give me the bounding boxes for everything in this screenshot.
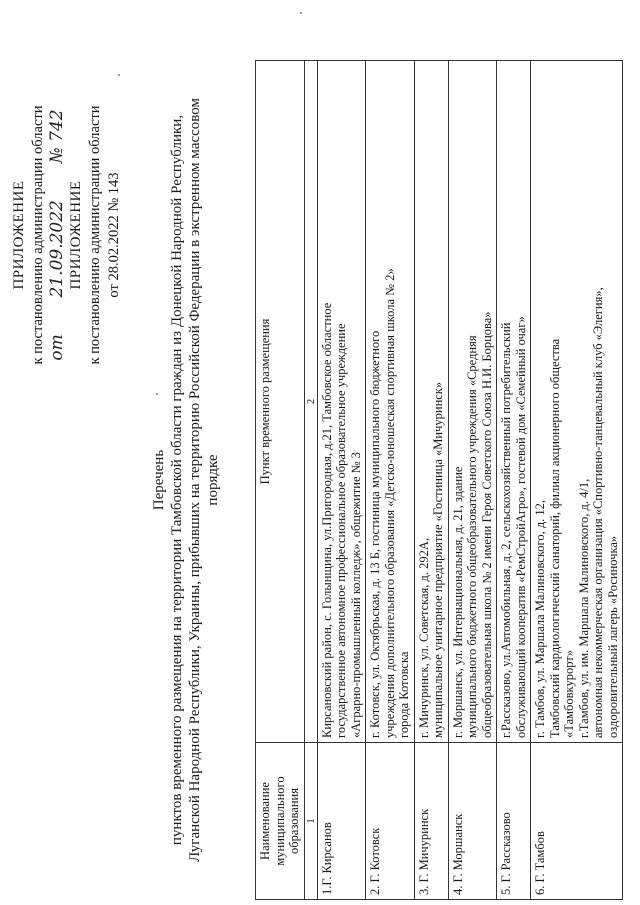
placement-line: г.Тамбов, ул. им. Маршала Малиновского, д. 4/1, bbox=[576, 478, 591, 738]
column-number-1: 1 bbox=[304, 743, 317, 900]
column-number-2: 2 bbox=[304, 61, 317, 743]
header-placement-point: Пункт временного размещения bbox=[256, 61, 305, 743]
handwritten-date: 21.09.2022 bbox=[47, 200, 67, 298]
table-row bbox=[497, 61, 531, 900]
placement-cell bbox=[531, 61, 623, 743]
placement-line: «Тамбовкурорт» bbox=[562, 650, 576, 738]
table-row bbox=[366, 61, 415, 900]
placement-line: г.Рассказово, ул.Автомобильная, д. 2, сельскохозяйственный потребительский bbox=[499, 322, 513, 738]
placement-line: оздоровительный лагерь «Росиночка» bbox=[605, 535, 620, 738]
handwritten-date-line bbox=[48, 40, 67, 430]
placement-line: города Котовска bbox=[397, 651, 411, 738]
appendix-decree-line-2: к постановлению администрации области bbox=[87, 105, 103, 365]
table-row bbox=[531, 61, 623, 900]
table-row bbox=[317, 61, 366, 900]
placement-line: общеобразовательная школа № 2 имени Героя Советского Союза Н.И. Борцова» bbox=[479, 311, 494, 738]
placement-line: муниципальное унитарное предприятие «Гостиница «Мичуринск» bbox=[431, 381, 445, 738]
municipality-cell: 2. Г. Котовск bbox=[366, 743, 415, 900]
table-header-row bbox=[256, 61, 305, 900]
placement-line: г. Мичуринск, ул. Советская, д. 292А, bbox=[416, 537, 431, 738]
placement-line: г. Моршанск, ул. Интернациональная, д. 21, здание bbox=[450, 466, 465, 738]
document-subtitle-2: Луганской Народной Республики, Украины, прибывших на территорию Российской Федерации в экстренном массовом bbox=[187, 98, 203, 862]
placement-line: учреждения дополнительного образования «Детско-юношеская спортивная школа № 2» bbox=[382, 268, 397, 738]
appendix-header bbox=[10, 40, 124, 430]
placement-line: муниципального бюджетного общеобразовательного учреждения «Средняя bbox=[465, 335, 479, 738]
placement-line: г. Котовск, ул. Октябрьская, д. 13 Б, гостиница муниципального бюджетного bbox=[368, 330, 382, 738]
document-title-block bbox=[150, 90, 222, 870]
municipality-cell: 4. Г. Моршанск bbox=[448, 743, 497, 900]
placement-line: государственное автономное профессиональное образовательное учреждение bbox=[334, 323, 348, 738]
placement-cell bbox=[366, 61, 415, 743]
placement-line: Кирсановский район, с. Голынщина, ул.Пригородная, д.21, Тамбовское областное bbox=[319, 302, 334, 738]
placement-cell bbox=[448, 61, 497, 743]
appendix-title: ПРИЛОЖЕНИЕ bbox=[11, 180, 27, 290]
placement-cell bbox=[497, 61, 531, 743]
document-title: Перечень bbox=[151, 449, 167, 511]
municipality-cell: 5. Г. Рассказово bbox=[497, 743, 531, 900]
handwritten-number: № 742 bbox=[47, 109, 67, 164]
placement-cell bbox=[414, 61, 448, 743]
placement-cell bbox=[317, 61, 366, 743]
column-number-row bbox=[304, 61, 317, 900]
table-row bbox=[448, 61, 497, 900]
municipality-cell: 3. Г. Мичуринск bbox=[414, 743, 448, 900]
placement-line: обслуживающий кооператив «РемСтройАгро», гостевой дом «Семейный очаг» bbox=[513, 316, 528, 738]
placement-line: г. Тамбов, ул. Маршала Малиновского, д. 12, bbox=[533, 499, 547, 738]
appendix-decree-line: к постановлению администрации области bbox=[30, 105, 46, 365]
placement-table bbox=[255, 60, 623, 900]
appendix-date-2: от 28.02.2022 № 143 bbox=[106, 172, 122, 298]
header-municipality: Наименование муниципального образования bbox=[256, 743, 305, 900]
handwritten-prefix: от bbox=[47, 334, 67, 361]
appendix-title-2: ПРИЛОЖЕНИЕ bbox=[68, 180, 84, 290]
document-subtitle-1: пунктов временного размещения на территории Тамбовской области граждан из Донецкой Народной Республики, bbox=[169, 114, 185, 846]
municipality-cell: 6. Г. Тамбов bbox=[531, 743, 623, 900]
placement-line: Тамбовский кардиологический санаторий, филиал акционерного общества bbox=[547, 338, 562, 738]
municipality-cell: 1.Г. Кирсанов bbox=[317, 743, 366, 900]
placement-line: «Аграрно-промышленный колледж», общежитие № 3 bbox=[348, 452, 363, 738]
table-row bbox=[414, 61, 448, 900]
placement-line: автономная некоммерческая организация «Спортивно-танцевальный клуб «Элегия», bbox=[591, 287, 605, 738]
document-subtitle-3: порядке bbox=[205, 454, 221, 506]
